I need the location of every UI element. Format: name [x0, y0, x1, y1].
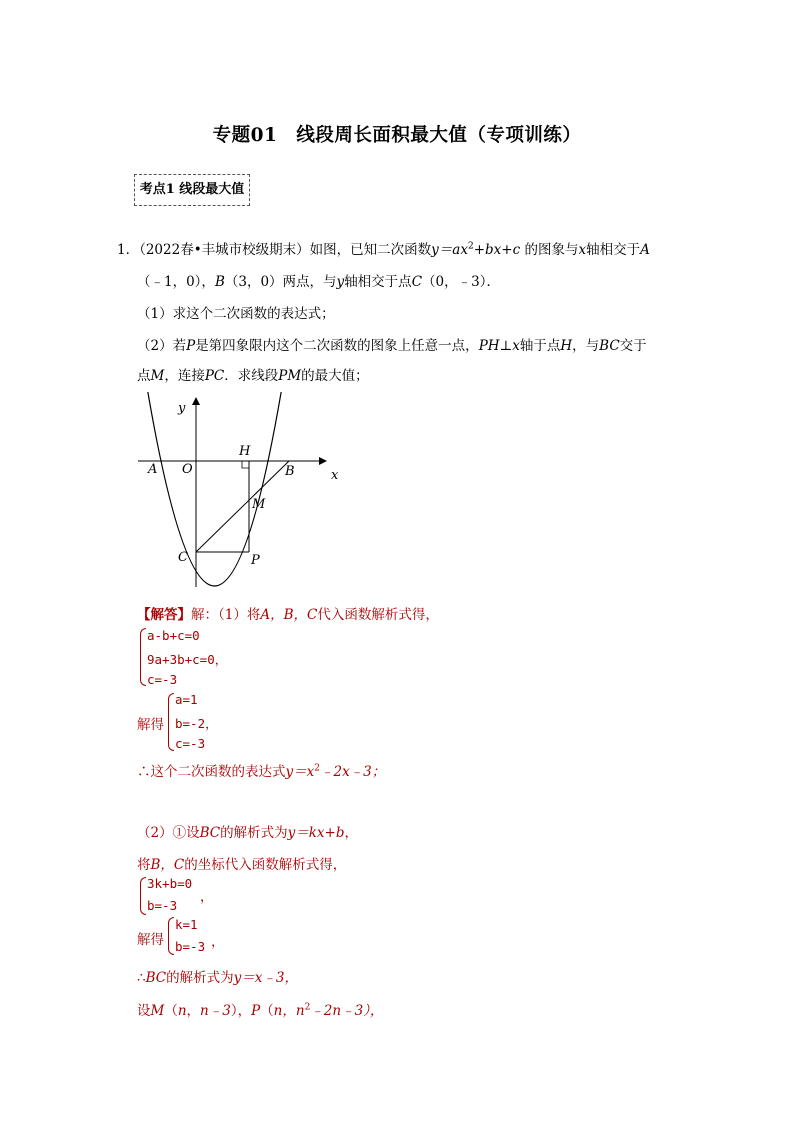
variable: B，C: [150, 857, 185, 873]
variable: B: [214, 274, 225, 290]
variable: x: [512, 338, 520, 354]
sys2-eq2: b=-2，: [175, 716, 218, 731]
variable: BC: [199, 825, 221, 841]
sys2-eq1: a=1: [175, 692, 198, 707]
perp-symbol: ⊥: [499, 338, 513, 354]
variable: n﹣3: [200, 1003, 231, 1019]
text: 轴相交于点: [344, 274, 412, 290]
text: （3，0）两点，与: [224, 274, 337, 290]
sys4-comma: ，: [211, 934, 225, 950]
equation: y＝x: [285, 764, 315, 780]
label-p: P: [251, 553, 260, 568]
variable: PH: [478, 338, 500, 354]
variable: A，B，C: [260, 607, 318, 623]
text: （2）若: [137, 338, 187, 354]
problem-line-4: [137, 364, 369, 384]
brace: [168, 917, 174, 955]
parabola-graph: [136, 392, 346, 592]
equation: y＝kx+b: [287, 825, 345, 841]
answer-tag: 【解答】: [137, 607, 191, 623]
variable: ﹣2n﹣3），: [310, 1003, 384, 1019]
variable: M: [150, 368, 165, 384]
variable: P: [186, 338, 196, 354]
section-box: 考点1 线段最大值: [134, 174, 250, 206]
variable: n: [177, 1003, 187, 1019]
superscript: 2: [304, 1002, 311, 1013]
variable: BC: [145, 970, 167, 986]
text: （﹣1，0），: [137, 274, 215, 290]
variable: n，n: [273, 1003, 305, 1019]
parabola-curve: [144, 392, 285, 586]
sys4-eq2: b=-3: [175, 939, 206, 954]
page-title: 专题01 线段周长面积最大值（专项训练）: [212, 125, 582, 146]
text: 轴于点: [519, 338, 561, 354]
equation: y＝x﹣3，: [233, 970, 298, 986]
sys1-eq3: c=-3: [147, 672, 178, 687]
label-x: x: [331, 468, 339, 483]
sys1-eq2: 9a+3b+c=0，: [147, 652, 228, 667]
text: 设: [137, 1003, 151, 1019]
solution-intro: [137, 603, 439, 623]
label-h: H: [239, 444, 251, 459]
label-a: A: [148, 462, 158, 477]
sys3-eq2: b=-3: [147, 898, 178, 913]
bc-equation: [137, 966, 298, 986]
text: （2）①设: [137, 825, 200, 841]
text: 点: [137, 368, 151, 384]
text: 的最大值；: [301, 368, 369, 384]
label-m: M: [252, 497, 266, 512]
equation: y＝ax: [431, 242, 468, 258]
text: 解：（1）将: [191, 607, 261, 623]
text: ∴这个二次函数的表达式: [137, 764, 286, 780]
text: 的图象与: [524, 242, 579, 258]
sys1-eq1: a-b+c=0: [147, 628, 200, 643]
problem-part2: [137, 334, 647, 354]
sys3-comma: ，: [200, 889, 214, 905]
variable: C: [411, 274, 423, 290]
brace: [140, 877, 146, 915]
text: ，与: [572, 338, 600, 354]
label-o: O: [182, 462, 193, 477]
text: ），: [230, 1003, 252, 1019]
problem-number: 1．: [117, 242, 140, 258]
variable: PC: [204, 368, 225, 384]
brace: [140, 628, 146, 686]
right-angle-mark: [242, 461, 249, 468]
text: （0，﹣3）．: [422, 274, 500, 290]
text: 的解析式为: [166, 970, 234, 986]
part2-intro: [137, 821, 358, 841]
text: 的坐标代入函数解析式得，: [184, 857, 347, 873]
text: ，: [344, 825, 358, 841]
superscript: 2: [314, 763, 320, 774]
problem-source: （2022春•丰城市校级期末）: [139, 242, 310, 258]
part2-line2: [137, 853, 346, 873]
equation: ﹣2x﹣3；: [319, 764, 386, 780]
text: ，连接: [164, 368, 205, 384]
variable: x: [578, 242, 587, 258]
text: 将: [137, 857, 151, 873]
text: （: [164, 1003, 178, 1019]
variable: BC: [599, 338, 620, 354]
brace: [168, 693, 174, 751]
variable: y: [336, 274, 345, 290]
label-c: C: [178, 550, 188, 565]
problem-line-2: [137, 270, 500, 290]
problem-line-1: [117, 238, 650, 258]
conclusion-1: [137, 760, 385, 780]
label-y: y: [178, 401, 186, 416]
superscript: 2: [467, 241, 474, 252]
text: 代入函数解析式得，: [317, 607, 439, 623]
problem-part1: （1）求这个二次函数的表达式；: [137, 306, 335, 322]
variable: H: [560, 338, 573, 354]
text: （: [260, 1003, 274, 1019]
solve-label-2: 解得: [137, 932, 164, 948]
set-points: [137, 999, 383, 1019]
text: ∴: [137, 970, 146, 986]
variable: M: [150, 1003, 165, 1019]
text: 的解析式为: [220, 825, 288, 841]
text: 轴相交于: [586, 242, 641, 258]
sys2-eq3: c=-3: [175, 736, 206, 751]
text: ．求线段: [224, 368, 279, 384]
sys3-eq1: 3k+b=0: [147, 876, 193, 891]
text: ，: [186, 1003, 201, 1019]
line-bc: [196, 461, 289, 552]
text: 交于: [619, 338, 647, 354]
variable: A: [640, 242, 650, 258]
solve-label: 解得: [137, 717, 164, 733]
variable: PM: [278, 368, 302, 384]
equation: +bx+c: [473, 242, 521, 258]
text: 是第四象限内这个二次函数的图象上任意一点，: [195, 338, 479, 354]
sys4-eq1: k=1: [175, 917, 198, 932]
text: 如图，已知二次函数: [309, 242, 432, 258]
label-b: B: [285, 464, 295, 479]
variable: P: [251, 1003, 261, 1019]
